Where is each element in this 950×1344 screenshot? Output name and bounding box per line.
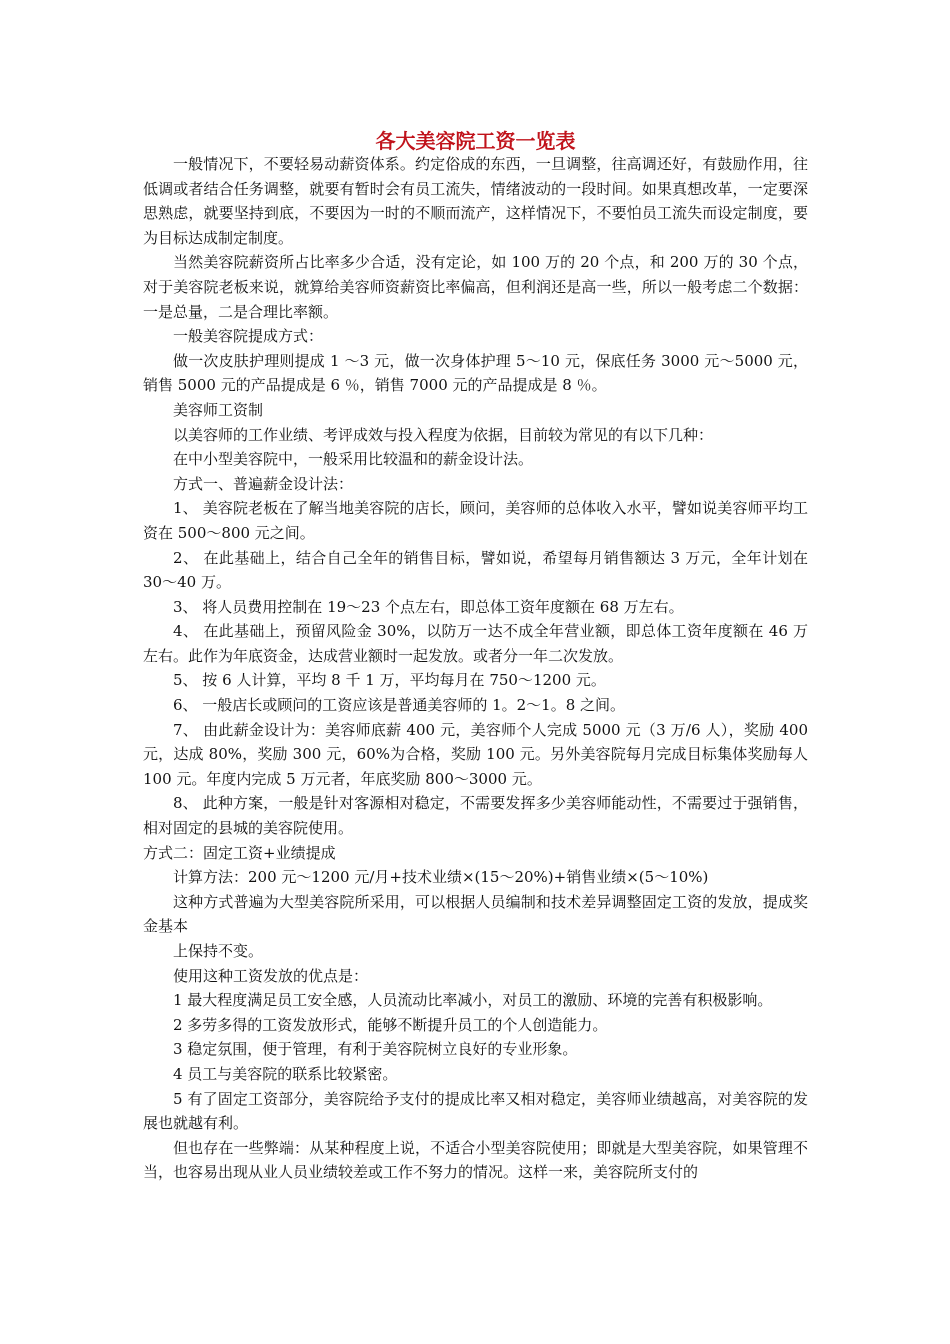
paragraph-commission-detail: 做一次皮肤护理则提成 1 ～3 元，做一次身体护理 5～10 元，保底任务 3000 元～5000 元，销售 5000 元的产品提成是 6 ％，销售 7000 元的产品提成是 8 ％。 — [143, 351, 808, 395]
list-item-4: 4、 在此基础上，预留风险金 30%，以防万一达不成全年营业额，即总体工资年度额在 46 万左右。此作为年底资金，达成营业额时一起发放。或者分一年二次发放。 — [143, 622, 808, 665]
paragraph-small-salon: 在中小型美容院中，一般采用比较温和的薪金设计法。 — [173, 450, 534, 469]
paragraph-formula: 计算方法：200 元～1200 元/月+技术业绩×(15～20%)+销售业绩×(5～10%) — [173, 868, 709, 887]
paragraph-ratio: 当然美容院薪资所占比率多少合适，没有定论，如 100 万的 20 个点，和 200 万的 30 个点，对于美容院老板来说，就算给美容师资薪资比率偏高，但利润还是高一些，所以一般考虑二个数据：一是总量，二是合理比率额。 — [143, 253, 808, 321]
advantage-item-5: 5 有了固定工资部分，美容院给予支付的提成比率又相对稳定，美容师业绩越高，对美容院的发展也就越有利。 — [143, 1089, 808, 1133]
paragraph-method-two-desc-cont: 上保持不变。 — [173, 942, 264, 960]
list-item-2: 2、 在此基础上，结合自己全年的销售目标，譬如说，希望每月销售额达 3 万元，全年计划在 30～40 万。 — [143, 548, 808, 592]
advantage-item-3: 3 稳定氛围，便于管理，有利于美容院树立良好的专业形象。 — [173, 1040, 578, 1059]
advantage-item-2: 2 多劳多得的工资发放形式，能够不断提升员工的个人创造能力。 — [173, 1015, 608, 1034]
paragraph-intro: 一般情况下，不要轻易动薪资体系。约定俗成的东西，一旦调整，往高调还好，有鼓励作用，往低调或者结合任务调整，就要有暂时会有员工流失，情绪波动的一段时间。如果真想改革，一定要深思熟虑，就要坚持到底，不要因为一时的不顺而流产，这样情况下，不要怕员工流失而设定制度，要为目标达成制定制度。 — [143, 155, 808, 247]
paragraph-basis: 以美容师的工作业绩、考评成效与投入程度为依据，目前较为常见的有以下几种： — [173, 425, 714, 444]
paragraph-commission-heading: 一般美容院提成方式： — [173, 327, 324, 346]
paragraph-advantages-heading: 使用这种工资发放的优点是： — [173, 966, 369, 985]
paragraph-method-one-heading: 方式一、普遍薪金设计法： — [173, 474, 354, 493]
list-item-8: 8、 此种方案，一般是针对客源相对稳定，不需要发挥多少美容师能动性，不需要过于强销售，相对固定的县城的美容院使用。 — [143, 794, 808, 838]
list-item-1: 1、 美容院老板在了解当地美容院的店长，顾问，美容师的总体收入水平，譬如说美容师平均工资在 500～800 元之间。 — [143, 499, 808, 542]
paragraph-method-two-desc: 这种方式普遍为大型美容院所采用，可以根据人员编制和技术差异调整固定工资的发放，提成奖金基本 — [143, 892, 808, 936]
paragraph-method-two-heading: 方式二：固定工资+业绩提成 — [143, 843, 336, 862]
list-item-5: 5、 按 6 人计算，平均 8 千 1 万，平均每月在 750～1200 元。 — [173, 671, 606, 690]
list-item-6: 6、 一般店长或顾问的工资应该是普通美容师的 1。2～1。8 之间。 — [173, 696, 626, 715]
list-item-7: 7、 由此薪金设计为：美容师底薪 400 元，美容师个人完成 5000 元（3 万/6 人），奖励 400 元，达成 80%，奖励 300 元，60%为合格，奖励 100 元。另外美容院每月完成目标集体奖励每人 100 元。年度内完成 5 万元者，年底奖励 800～3000 元。 — [143, 720, 808, 788]
paragraph-salary-system-heading: 美容师工资制 — [173, 400, 264, 419]
document-page — [143, 128, 808, 1185]
list-item-3: 3、 将人员费用控制在 19～23 个点左右，即总体工资年度额在 68 万左右。 — [173, 597, 684, 616]
document-title: 各大美容院工资一览表 — [375, 129, 576, 153]
paragraph-disadvantages: 但也存在一些弊端：从某种程度上说，不适合小型美容院使用；即就是大型美容院，如果管理不当，也容易出现从业人员业绩较差或工作不努力的情况。这样一来，美容院所支付的 — [143, 1138, 808, 1182]
advantage-item-1: 1 最大程度满足员工安全感，人员流动比率减小，对员工的激励、环境的完善有积极影响。 — [173, 991, 773, 1010]
advantage-item-4: 4 员工与美容院的联系比较紧密。 — [173, 1064, 398, 1083]
